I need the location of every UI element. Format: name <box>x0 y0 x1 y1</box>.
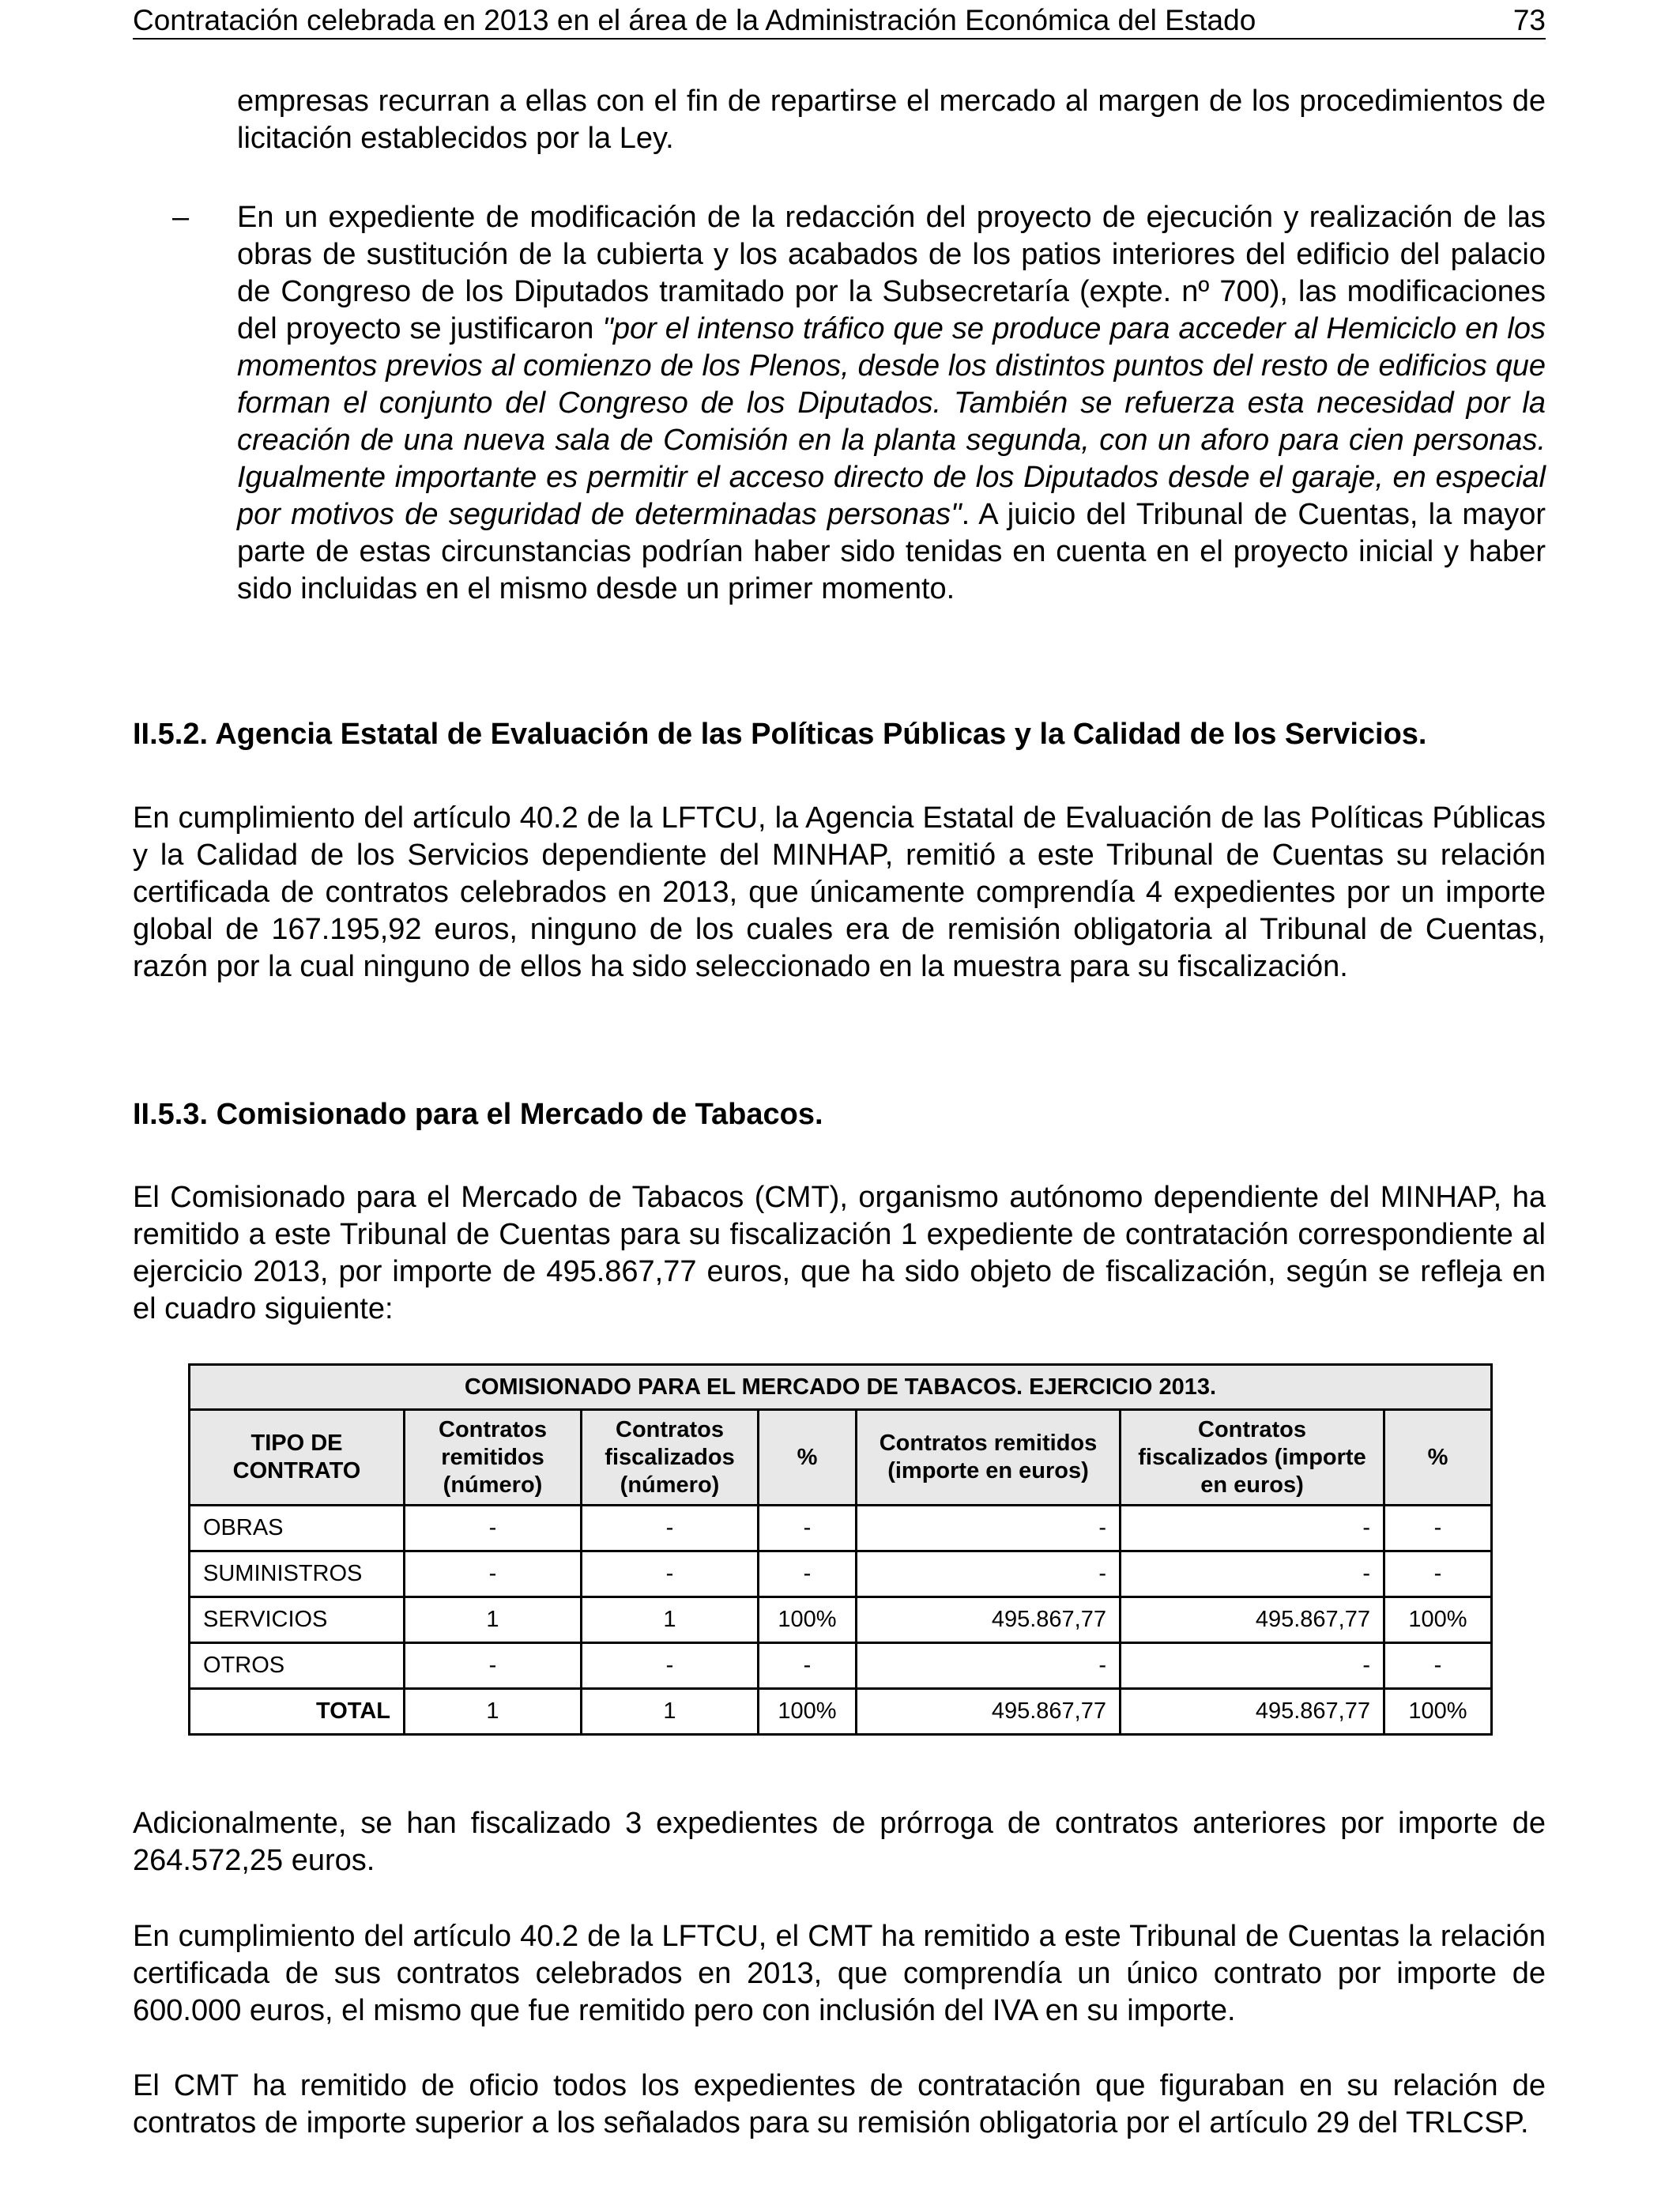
col-header-pct-num: % <box>759 1410 857 1506</box>
closing-paragraph-1: Adicionalmente, se han fiscalizado 3 expedientes de prórroga de contratos anteriores por importe de 264.572,25 euros. <box>133 1807 1546 1877</box>
page-number: 73 <box>1512 4 1546 36</box>
header-title: Contratación celebrada en 2013 en el área de la Administración Económica del Estado <box>133 4 1256 36</box>
bullet-paragraph <box>237 199 1546 608</box>
cell-fiscalizados-num: - <box>582 1506 759 1551</box>
cell-fiscalizados-num: - <box>582 1551 759 1597</box>
cell-pct-importe: - <box>1384 1643 1492 1689</box>
table-row <box>190 1643 1492 1689</box>
intro-continuation: empresas recurran a ellas con el fin de repartirse el mercado al margen de los procedimientos de licitación establecidos por la Ley. <box>237 85 1546 155</box>
cell-pct-num: - <box>759 1643 857 1689</box>
cell-remitidos-num: - <box>405 1643 582 1689</box>
bullet-quote: "por el intenso tráfico que se produce para acceder al Hemiciclo en los momentos previos al comienzo de los Plenos, desde los distintos puntos del resto de edificios que forman el conjunto del Congreso de los Diputados. También se refuerza esta necesidad por la creación de una nueva sala de Comisión en la planta segunda, con un aforo para cien personas. Igualmente importante es permitir el acceso directo de los Diputados desde el garaje, en especial por motivos de seguridad de determinadas personas" <box>237 312 1546 531</box>
cell-remitidos-num: - <box>405 1551 582 1597</box>
closing-paragraph-3: El CMT ha remitido de oficio todos los expedientes de contratación que figuraban en su relación de contratos de importe superior a los señalados para su remisión obligatoria por el artículo 29 del TRLCSP. <box>133 2069 1546 2139</box>
cell-fiscalizados-importe: 495.867,77 <box>1121 1597 1384 1643</box>
cell-fiscalizados-num: - <box>582 1643 759 1689</box>
cell-fiscalizados-importe: 495.867,77 <box>1121 1689 1384 1735</box>
cell-remitidos-num: 1 <box>405 1597 582 1643</box>
col-header-fiscalizados-num: Contratos fiscalizados (número) <box>582 1410 759 1506</box>
row-label: SERVICIOS <box>190 1597 405 1643</box>
table-total-row <box>190 1689 1492 1735</box>
row-label: SUMINISTROS <box>190 1551 405 1597</box>
closing-paragraph-2: En cumplimiento del artículo 40.2 de la LFTCU, el CMT ha remitido a este Tribunal de Cuentas la relación certificada de sus contratos celebrados en 2013, que comprendía un único contrato por importe de 600.000 euros, el mismo que fue remitido pero con inclusión del IVA en su importe. <box>133 1920 1546 2027</box>
cell-fiscalizados-num: 1 <box>582 1689 759 1735</box>
total-label: TOTAL <box>190 1689 405 1735</box>
cell-fiscalizados-num: 1 <box>582 1597 759 1643</box>
table-row <box>190 1597 1492 1643</box>
cell-remitidos-importe: 495.867,77 <box>857 1689 1121 1735</box>
cell-remitidos-importe: - <box>857 1643 1121 1689</box>
cell-pct-num: - <box>759 1551 857 1597</box>
cell-remitidos-importe: - <box>857 1506 1121 1551</box>
col-header-remitidos-importe: Contratos remitidos (importe en euros) <box>857 1410 1121 1506</box>
cell-pct-num: 100% <box>759 1597 857 1643</box>
col-header-tipo: TIPO DE CONTRATO <box>190 1410 405 1506</box>
cell-pct-num: - <box>759 1506 857 1551</box>
col-header-fiscalizados-importe: Contratos fiscalizados (importe en euros) <box>1121 1410 1384 1506</box>
cell-pct-importe: 100% <box>1384 1597 1492 1643</box>
row-label: OBRAS <box>190 1506 405 1551</box>
cell-fiscalizados-importe: - <box>1121 1506 1384 1551</box>
contracts-table <box>188 1363 1493 1736</box>
section-heading-252: II.5.2. Agencia Estatal de Evaluación de las Políticas Públicas y la Calidad de los Servicios. <box>133 718 1427 751</box>
page-header <box>133 3 1546 40</box>
cell-fiscalizados-importe: - <box>1121 1551 1384 1597</box>
cell-remitidos-num: - <box>405 1506 582 1551</box>
cell-pct-importe: - <box>1384 1506 1492 1551</box>
row-label: OTROS <box>190 1643 405 1689</box>
section-253-body: El Comisionado para el Mercado de Tabacos (CMT), organismo autónomo dependiente del MINHAP, ha remitido a este Tribunal de Cuentas para su fiscalización 1 expediente de contratación correspondiente al ejercicio 2013, por importe de 495.867,77 euros, que ha sido objeto de fiscalización, según se refleja en el cuadro siguiente: <box>133 1181 1546 1325</box>
cell-remitidos-num: 1 <box>405 1689 582 1735</box>
table-row <box>190 1506 1492 1551</box>
table-title-row <box>190 1365 1492 1410</box>
table-row <box>190 1551 1492 1597</box>
cell-remitidos-importe: 495.867,77 <box>857 1597 1121 1643</box>
bullet-text-end: . A juicio del Tribunal de Cuentas, la mayor parte de estas circunstancias podrían haber sido tenidas en cuenta en el proyecto inicial y haber sido incluidas en el mismo desde un primer momento. <box>237 498 1546 605</box>
cell-pct-importe: - <box>1384 1551 1492 1597</box>
cell-fiscalizados-importe: - <box>1121 1643 1384 1689</box>
table-header-row <box>190 1410 1492 1506</box>
section-heading-253: II.5.3. Comisionado para el Mercado de Tabacos. <box>133 1098 823 1131</box>
bullet-text-start: En un expediente de modificación de la redacción del proyecto de ejecución y realización de las obras de sustitución de la cubierta y los acabados de los patios interiores del edificio del palacio de Congreso de los Diputados tramitado por la Subsecretaría (expte. nº 700), las modificaciones del proyecto se justificaron <box>237 201 1546 345</box>
section-252-body: En cumplimiento del artículo 40.2 de la LFTCU, la Agencia Estatal de Evaluación de las Políticas Públicas y la Calidad de los Servicios dependiente del MINHAP, remitió a este Tribunal de Cuentas su relación certificada de contratos celebrados en 2013, que únicamente comprendía 4 expedientes por un importe global de 167.195,92 euros, ninguno de los cuales era de remisión obligatoria al Tribunal de Cuentas, razón por la cual ninguno de ellos ha sido seleccionado en la muestra para su fiscalización. <box>133 801 1546 983</box>
col-header-remitidos-num: Contratos remitidos (número) <box>405 1410 582 1506</box>
cell-pct-num: 100% <box>759 1689 857 1735</box>
table-title: COMISIONADO PARA EL MERCADO DE TABACOS. EJERCICIO 2013. <box>190 1365 1492 1410</box>
cell-pct-importe: 100% <box>1384 1689 1492 1735</box>
col-header-pct-importe: % <box>1384 1410 1492 1506</box>
cell-remitidos-importe: - <box>857 1551 1121 1597</box>
bullet-dash: – <box>172 201 190 234</box>
